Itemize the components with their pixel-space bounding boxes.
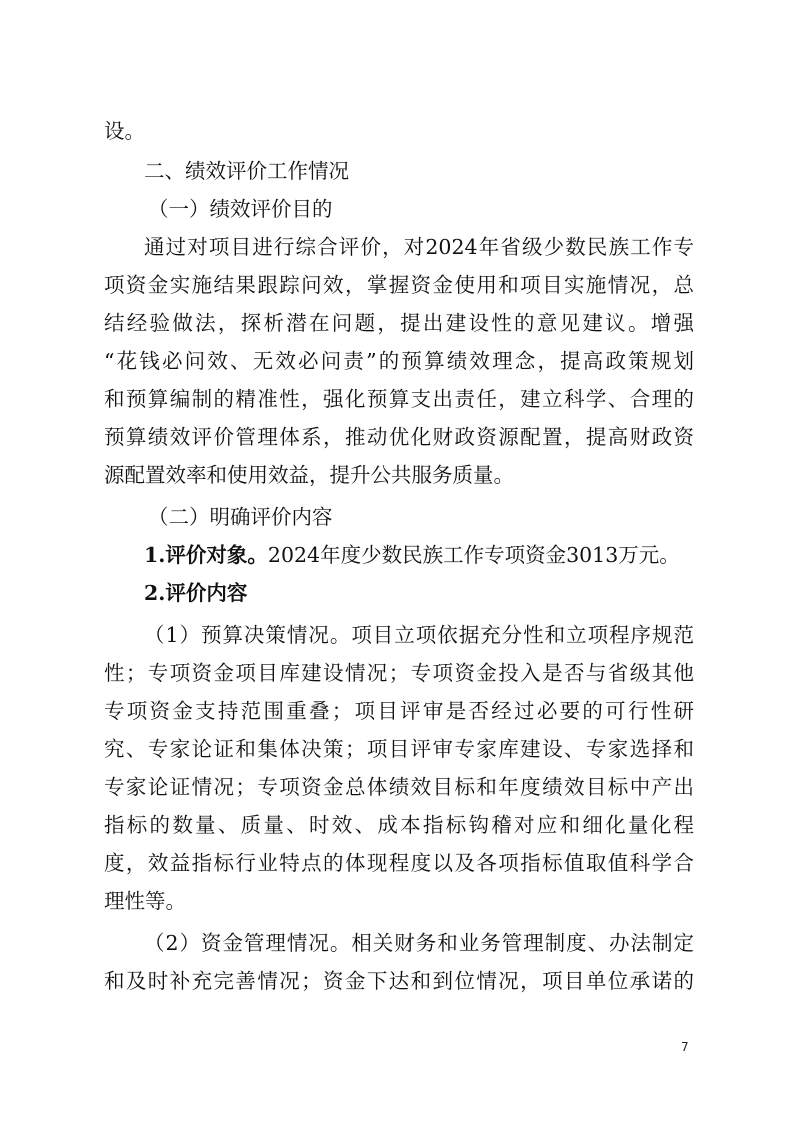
item-line	[144, 536, 694, 574]
paragraph-line: 理性等。	[104, 889, 186, 913]
paragraph-line: 性；专项资金项目库建设情况；专项资金投入是否与省级其他	[104, 661, 694, 685]
subsection-heading: （二）明确评价内容	[148, 505, 333, 529]
paragraph-line: 源配置效率和使用效益，提升公共服务质量。	[104, 463, 514, 487]
paragraph-line: 预算绩效评价管理体系，推动优化财政资源配置，提高财政资	[104, 425, 694, 449]
paragraph-line: 设。	[104, 119, 145, 143]
paragraph-line: （1）预算决策情况。项目立项依据充分性和立项程序规范	[144, 623, 694, 647]
paragraph-line: 项资金实施结果跟踪问效，掌握资金使用和项目实施情况，总	[104, 273, 694, 297]
paragraph-line: 结经验做法，探析潜在问题，提出建设性的意见建议。增强	[104, 311, 694, 335]
item-label: 2.评价内容	[144, 581, 248, 605]
item-text: 2024年度少数民族工作专项资金3013万元。	[267, 543, 680, 567]
paragraph-line: 和预算编制的精准性，强化预算支出责任，建立科学、合理的	[104, 387, 694, 411]
paragraph-line: （2）资金管理情况。相关财务和业务管理制度、办法制定	[144, 931, 694, 955]
paragraph-line: 通过对项目进行综合评价，对2024年省级少数民族工作专	[144, 235, 694, 259]
item-label: 1.评价对象。	[144, 543, 268, 567]
paragraph-line: “花钱必问效、无效必问责”的预算绩效理念，提高政策规划	[104, 349, 694, 373]
paragraph-line: 度，效益指标行业特点的体现程度以及各项指标值取值科学合	[104, 851, 694, 875]
page-number: 7	[681, 1040, 689, 1054]
paragraph-line: 指标的数量、质量、时效、成本指标钩稽对应和细化量化程	[104, 813, 694, 837]
subsection-heading: （一）绩效评价目的	[148, 197, 333, 221]
section-heading: 二、绩效评价工作情况	[144, 159, 349, 183]
paragraph-line: 专家论证情况；专项资金总体绩效目标和年度绩效目标中产出	[104, 775, 694, 799]
paragraph-line: 究、专家论证和集体决策；项目评审专家库建设、专家选择和	[104, 737, 694, 761]
paragraph-line: 和及时补充完善情况；资金下达和到位情况，项目单位承诺的	[104, 969, 694, 993]
paragraph-line: 专项资金支持范围重叠；项目评审是否经过必要的可行性研	[104, 699, 694, 723]
